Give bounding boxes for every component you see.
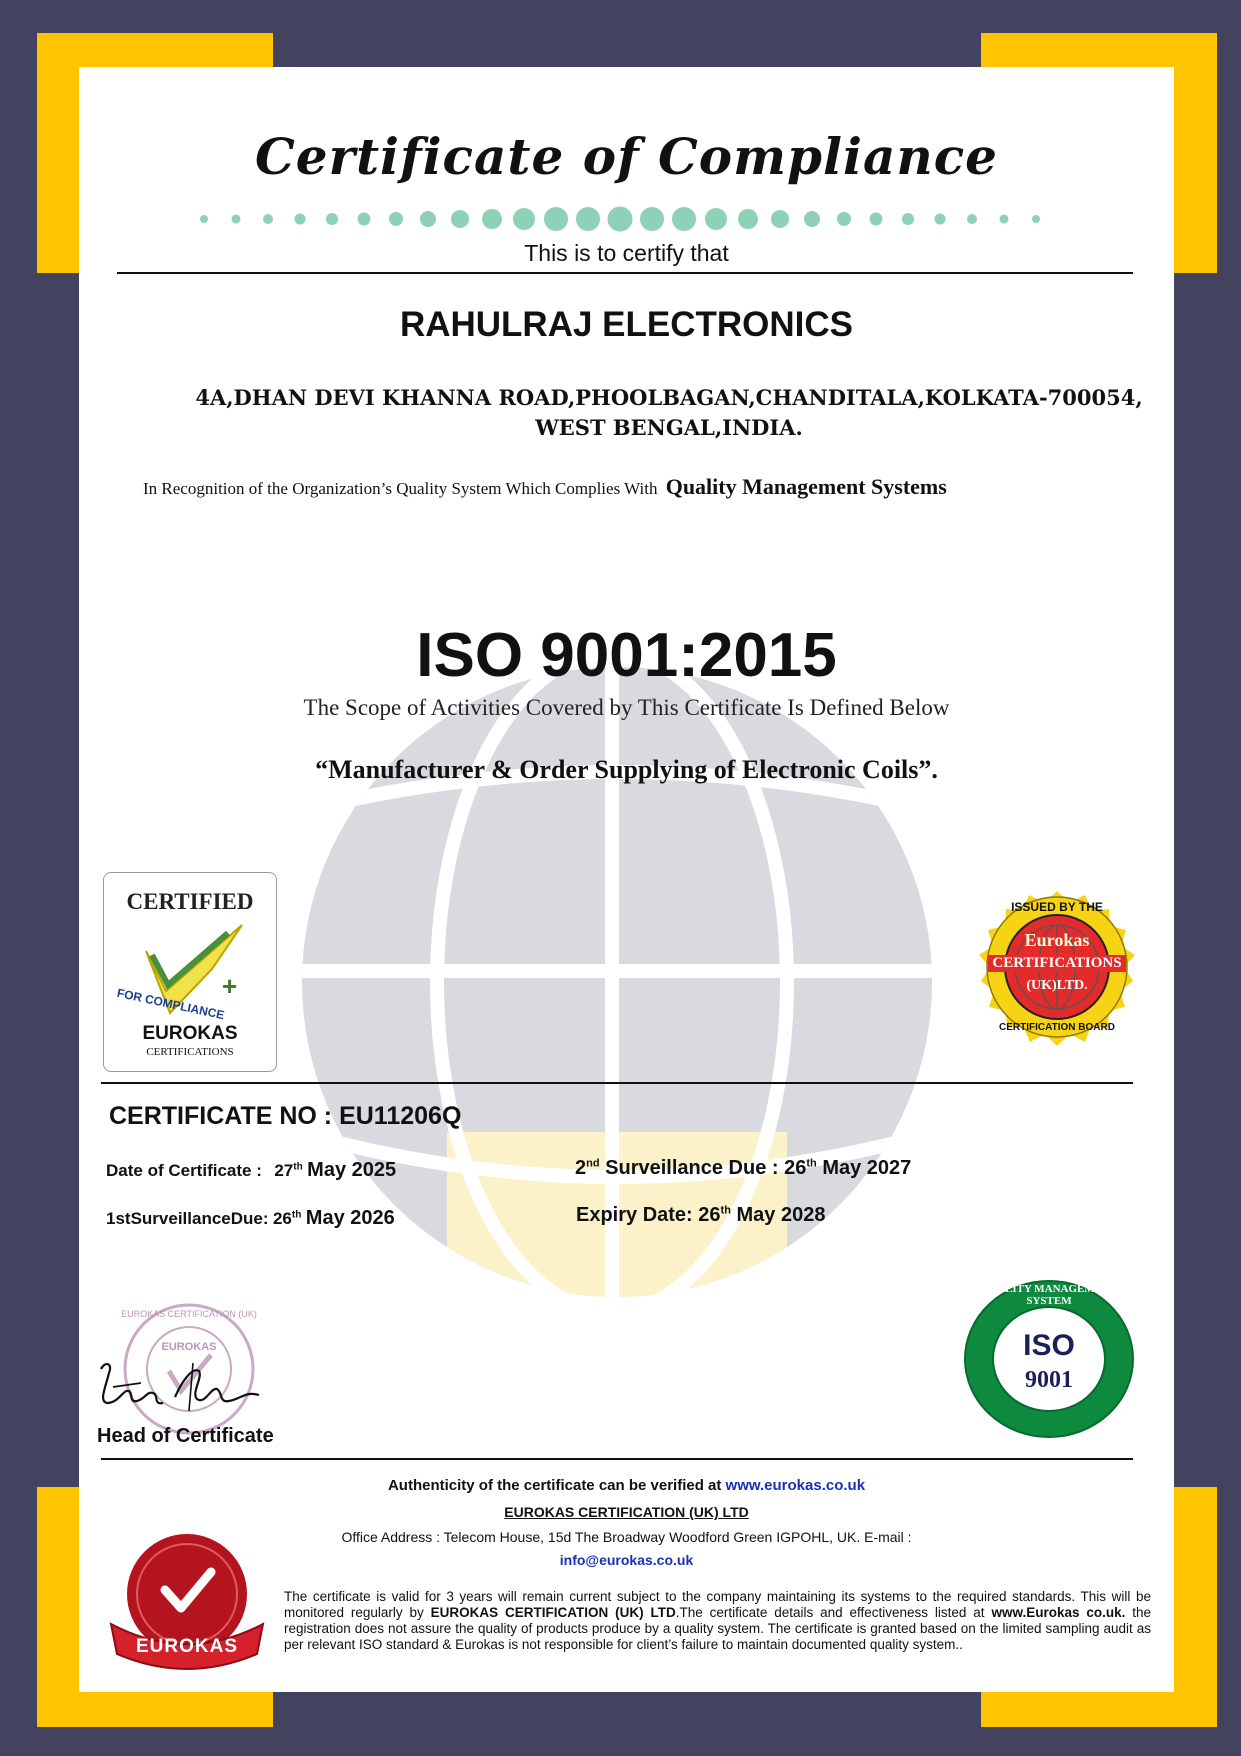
authenticity-text: Authenticity of the certificate can be verified at	[387, 1477, 722, 1494]
qms-num-text: 9001	[1025, 1367, 1073, 1393]
surveillance-2-due	[575, 1157, 911, 1180]
fine-print-3: the registration does not assure the quality of products produce by a quality system. The certificate is granted based on the limited sampling audit as per relevant ISO standard & Eurokas is not responsible for client’s failure to maintain documented quality system..	[284, 1605, 1151, 1652]
qms-iso-text: ISO	[1023, 1329, 1075, 1362]
surveillance-1-day: 26	[272, 1209, 292, 1228]
recognition-statement	[143, 474, 947, 500]
address-line-1: 4A,DHAN DEVI KHANNA ROAD,PHOOLBAGAN,CHANDITALA,KOLKATA-700054,	[195, 385, 1143, 410]
date-rest: May 2025	[307, 1159, 397, 1181]
company-name: RAHULRAJ ELECTRONICS	[399, 305, 854, 344]
expiry-day: 26	[698, 1204, 721, 1226]
date-label: Date of Certificate :	[106, 1161, 262, 1180]
certified-brand-text: EUROKAS	[142, 1023, 238, 1044]
date-day: 27	[274, 1161, 294, 1180]
certified-sub-text: CERTIFICATIONS	[146, 1046, 234, 1058]
expiry-rest: May 2028	[736, 1204, 826, 1226]
seal-bottom-text: CERTIFICATION BOARD	[999, 1022, 1115, 1033]
ribbon-text: EUROKAS	[135, 1636, 238, 1657]
seal-mid-text: CERTIFICATIONS	[988, 955, 1126, 972]
surveillance-2-day-sup: th	[806, 1157, 817, 1170]
stamp-brand-text: EUROKAS	[161, 1341, 217, 1353]
certificate-number: CERTIFICATE NO : EU11206Q	[109, 1102, 462, 1130]
certified-top-text: CERTIFIED	[126, 889, 254, 914]
surveillance-2-num: 2	[575, 1157, 587, 1179]
fine-print-bold-1: EUROKAS CERTIFICATION (UK) LTD	[430, 1605, 676, 1620]
issuing-organization: EUROKAS CERTIFICATION (UK) LTD	[504, 1504, 749, 1520]
surveillance-2-rest: May 2027	[822, 1157, 912, 1179]
iso-standard: ISO 9001:2015	[416, 621, 837, 690]
qms-arc-text: QUALITY MANAGEMENT SYSTEM	[980, 1283, 1118, 1307]
svg-text:+: +	[222, 971, 238, 1001]
certified-arc-text: FOR COMPLIANCE	[115, 985, 226, 1023]
certificate-page	[79, 67, 1174, 1692]
seal-brand-text: Eurokas	[1024, 930, 1090, 950]
address-line-2: WEST BENGAL,INDIA.	[535, 415, 803, 440]
qms-iso-badge	[963, 1279, 1135, 1439]
certify-text: This is to certify that	[524, 240, 729, 266]
office-address: Office Address : Telecom House, 15d The Broadway Woodford Green IGPOHL, UK. E-mail :	[341, 1529, 912, 1545]
surveillance-1-rest: May 2026	[305, 1207, 395, 1229]
validity-fine-print	[284, 1589, 1151, 1653]
expiry-sup: th	[720, 1204, 731, 1217]
surveillance-1-due	[106, 1207, 395, 1230]
details-rule	[101, 1082, 1133, 1084]
expiry-date	[576, 1204, 825, 1227]
surveillance-1-sup: th	[291, 1209, 302, 1221]
signatory-title: Head of Certificate	[97, 1425, 274, 1447]
fine-print-2: .The certificate details and effectiveness listed at	[675, 1605, 985, 1620]
top-rule	[117, 272, 1133, 274]
fine-print-bold-2: www.Eurokas co.uk.	[991, 1605, 1126, 1620]
dotted-divider	[199, 204, 1059, 234]
issued-by-seal	[962, 872, 1152, 1062]
company-address	[169, 383, 1169, 443]
certified-badge	[103, 872, 277, 1072]
surveillance-2-day: 26	[784, 1157, 807, 1179]
stamp-arc-text: EUROKAS CERTIFICATION (UK)	[121, 1309, 257, 1319]
contact-email-link[interactable]: info@eurokas.co.uk	[559, 1552, 694, 1568]
seal-uk-text: (UK)LTD.	[1026, 978, 1088, 993]
fine-print-1: The certificate is valid for 3 years will remain current subject to the company maintaining its systems to the required standards. This will be monitored regularly by	[284, 1589, 1151, 1620]
surveillance-2-label: Surveillance Due :	[605, 1157, 779, 1179]
footer-rule	[101, 1458, 1133, 1460]
recognition-text: In Recognition of the Organization’s Quality System Which Complies With	[143, 479, 658, 498]
scope-activity: “Manufacturer & Order Supplying of Electronic Coils”.	[315, 755, 938, 784]
surveillance-1-label: 1stSurveillanceDue:	[106, 1209, 269, 1228]
verify-link[interactable]: www.eurokas.co.uk	[725, 1477, 866, 1494]
signature	[93, 1349, 263, 1419]
scope-text: The Scope of Activities Covered by This Certificate Is Defined Below	[303, 695, 950, 720]
certificate-title: Certificate of Compliance	[255, 127, 998, 186]
seal-top-text: ISSUED BY THE	[1011, 900, 1103, 914]
date-sup: th	[293, 1161, 303, 1173]
date-of-certificate	[106, 1159, 396, 1182]
recognition-standard: Quality Management Systems	[665, 474, 947, 499]
authenticity-note	[79, 1477, 1174, 1494]
expiry-label: Expiry Date:	[576, 1204, 693, 1226]
eurokas-ribbon-seal	[107, 1532, 267, 1682]
surveillance-2-num-sup: nd	[586, 1157, 600, 1170]
